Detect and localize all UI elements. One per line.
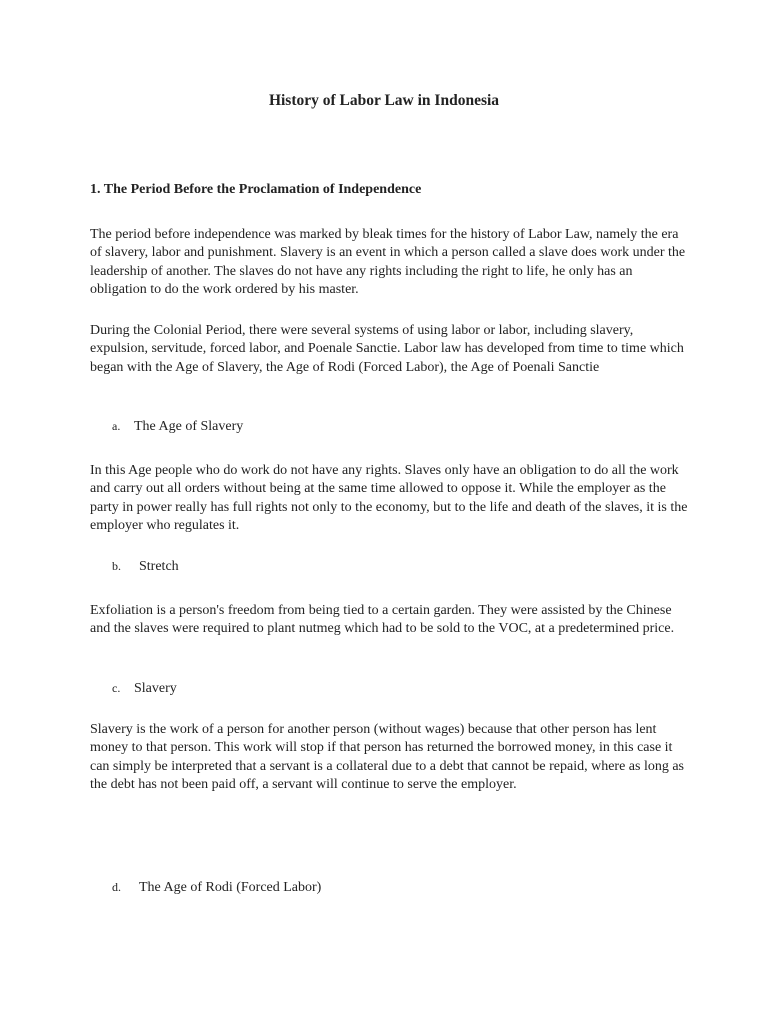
subsection-label: Slavery bbox=[134, 681, 177, 696]
list-letter: d. bbox=[112, 880, 121, 894]
subsection-heading bbox=[112, 559, 179, 575]
subsection-heading bbox=[112, 880, 321, 896]
subsection-heading bbox=[112, 681, 177, 697]
list-letter: b. bbox=[112, 559, 121, 573]
document-title: History of Labor Law in Indonesia bbox=[268, 92, 500, 109]
subsection-label: The Age of Slavery bbox=[134, 419, 244, 434]
paragraph: In this Age people who do work do not have any rights. Slaves only have an obligation to do all the work and carry out all orders without being at the same time allowed to oppose it. While the employer as the party in power really has full rights not only to the economy, but to the life and death of the slaves, it is the employer who regulates it. bbox=[90, 463, 688, 533]
list-letter: c. bbox=[112, 681, 121, 695]
paragraph: The period before independence was marked by bleak times for the history of Labor Law, namely the era of slavery, labor and punishment. Slavery is an event in which a person called a slave does work under the leadership of another. The slaves do not have any rights including the right to life, he only has an obligation to do the work ordered by his master. bbox=[90, 227, 686, 297]
paragraph: Slavery is the work of a person for another person (without wages) because that other person has lent money to that person. This work will stop if that person has returned the borrowed money, in this case it can simply be interpreted that a servant is a collateral due to a debt that cannot be repaid, where as long as the debt has not been paid off, a servant will continue to serve the employer. bbox=[90, 722, 684, 792]
subsection-label: Stretch bbox=[139, 559, 179, 574]
subsection-label: The Age of Rodi (Forced Labor) bbox=[139, 880, 322, 895]
list-letter: a. bbox=[112, 419, 121, 433]
subsection-heading bbox=[112, 419, 243, 435]
paragraph: During the Colonial Period, there were several systems of using labor or labor, including slavery, expulsion, servitude, forced labor, and Poenale Sanctie. Labor law has developed from time to time which began with the Age of Slavery, the Age of Rodi (Forced Labor), the Age of Poenali Sanctie bbox=[90, 323, 684, 375]
section-heading: 1. The Period Before the Proclamation of Independence bbox=[90, 182, 422, 197]
paragraph: Exfoliation is a person's freedom from being tied to a certain garden. They were assisted by the Chinese and the slaves were required to plant nutmeg which had to be sold to the VOC, at a predetermined price. bbox=[90, 603, 675, 637]
